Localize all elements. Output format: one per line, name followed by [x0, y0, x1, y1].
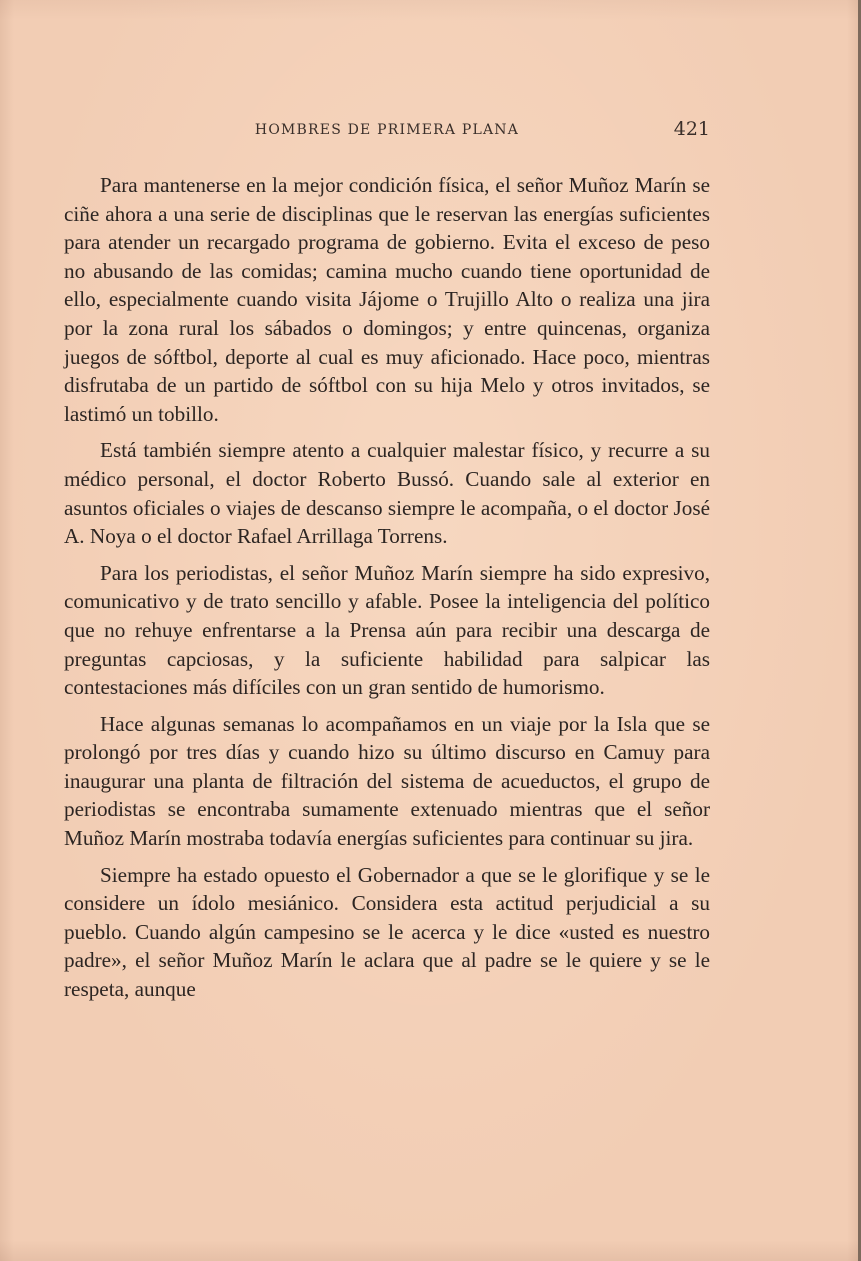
- paragraph-3: Para los periodistas, el señor Muñoz Marín siempre ha sido expresivo, comunicativo y de trato sencillo y afable. Posee la inteligencia del político que no rehuye enfrentarse a la Prensa aún para recibir una descarga de preguntas capciosas, y la suficiente habilidad para salpicar las contestaciones más difíciles con un gran sentido de humorismo.: [64, 560, 710, 700]
- running-title: HOMBRES DE PRIMERA PLANA: [254, 122, 520, 138]
- paragraph-4: Hace algunas semanas lo acompañamos en un viaje por la Isla que se prolongó por tres días y cuando hizo su último discurso en Camuy para inaugurar una planta de filtración del sistema de acueductos, el grupo de periodistas se encontraba sumamente extenuado mientras que el señor Muñoz Marín mostraba todavía energías suficientes para continuar su jira.: [64, 711, 710, 851]
- page-number: 421: [673, 118, 710, 140]
- paragraph-5: Siempre ha estado opuesto el Gobernador a que se le glorifique y se le considere un ídolo mesiánico. Considera esta actitud perjudicial a su pueblo. Cuando algún campesino se le acerca y le dice «usted es nuestro padre», el señor Muñoz Marín le aclara que al padre se le quiere y se le respeta, aunque: [64, 862, 710, 1002]
- body-text: [64, 171, 710, 1012]
- paragraph-2: Está también siempre atento a cualquier malestar físico, y recurre a su médico personal, el doctor Roberto Bussó. Cuando sale al exterior en asuntos oficiales o viajes de descanso siempre le acompaña, o el doctor José A. Noya o el doctor Rafael Arrillaga Torrens.: [64, 438, 710, 549]
- paragraph-1: Para mantenerse en la mejor condición física, el señor Muñoz Marín se ciñe ahora a una serie de disciplinas que le reservan las energías suficientes para atender un recargado programa de gobierno. Evita el exceso de peso no abusando de las comidas; camina mucho cuando tiene oportunidad de ello, especialmente cuando visita Jájome o Trujillo Alto o realiza una jira por la zona rural los sábados o domingos; y entre quincenas, organiza juegos de sóftbol, deporte al cual es muy aficionado. Hace poco, mientras disfrutaba de un partido de sóftbol con su hija Melo y otros invitados, se lastimó un tobillo.: [64, 173, 710, 426]
- running-head: [64, 118, 710, 142]
